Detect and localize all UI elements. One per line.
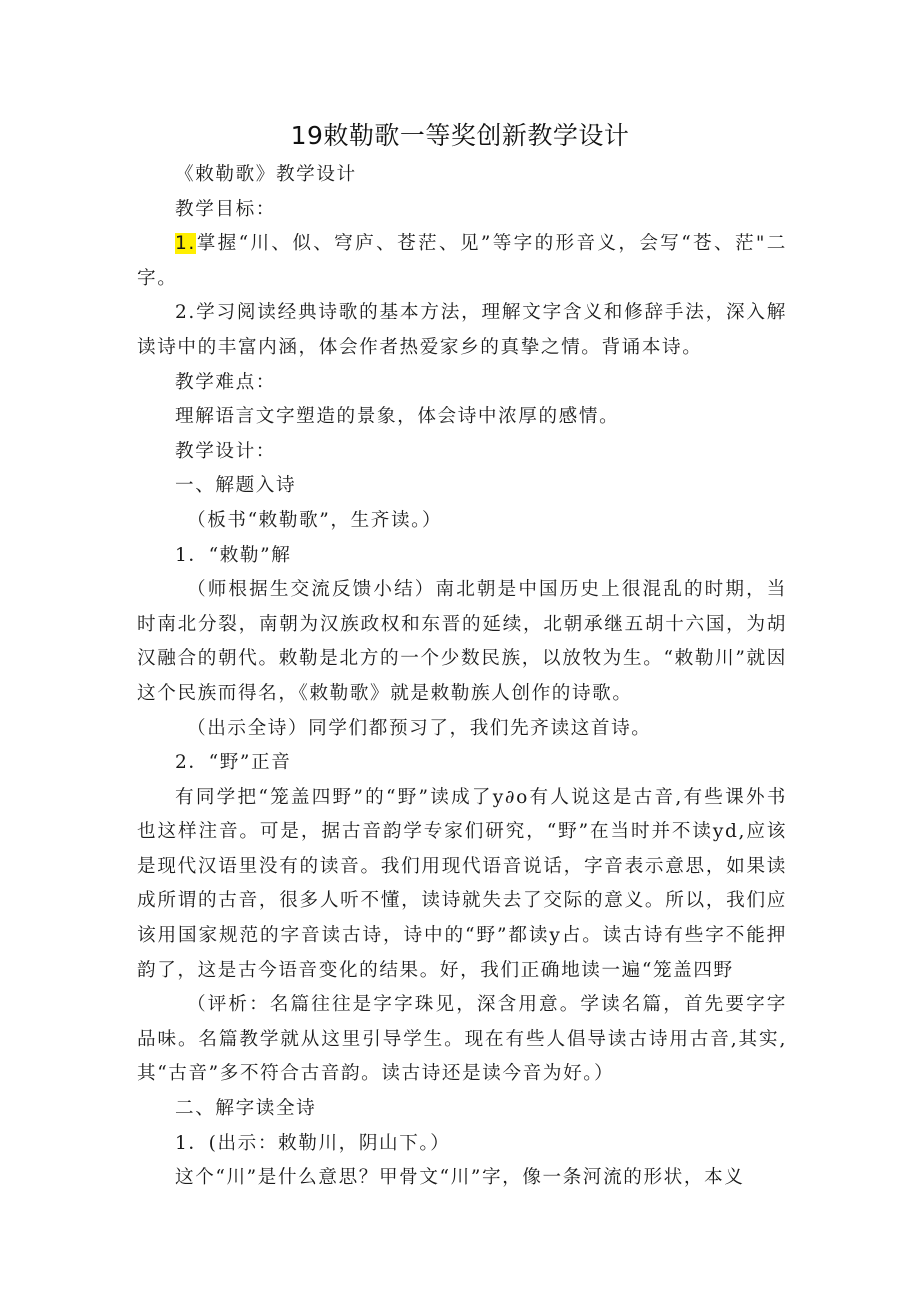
paragraph-chuan: 这个“川”是什么意思？甲骨文“川”字，像一条河流的形状，本义 [175,1167,745,1189]
paragraph-section-2: 二、解字读全诗 [175,1098,317,1120]
paragraph-item-3: 1．(出示：敕勒川，阴山下。） [175,1132,451,1154]
paragraph-history: （师根据生交流反馈小结）南北朝是中国历史上很混乱的时期，当时南北分裂，南朝为汉族政权和东晋的延续，北朝承继五胡十六国，为胡汉融合的朝代。敕勒是北方的一个少数民族，以放牧为生。“敕勒川”就因这个民族而得名，《敕勒歌》就是敕勒族人创作的诗歌。 [137,579,787,704]
highlighted-number: 1. [175,233,196,255]
paragraph-comment: （评析：名篇往往是字字珠见，深含用意。学读名篇，首先要字字品味。名篇教学就从这里引导学生。现在有些人倡导读古诗用古音,其实,其“古音”多不符合古音韵。读古诗还是读今音为好。） [137,994,787,1085]
paragraph-item-2: 2．“野”正音 [175,752,292,774]
paragraph-heading-design: 教学设计： [175,440,276,462]
paragraph-objective-1 [137,227,787,296]
paragraph-objective-2: 2.学习阅读经典诗歌的基本方法，理解文字含义和修辞手法，深入解读诗中的丰富内涵，体会作者热爱家乡的真挚之情。背诵本诗。 [137,302,787,358]
paragraph-section-1: 一、解题入诗 [175,475,297,497]
paragraph-heading-difficulty: 教学难点： [175,371,276,393]
document-body [137,158,787,1196]
document-title: 19敕勒歌一等奖创新教学设计 [290,121,630,150]
paragraph-pronunciation: 有同学把“笼盖四野”的“野”读成了y∂o有人说这是古音,有些课外书也这样注音。可是，据古音韵学专家们研究，“野”在当时并不读yd,应该是现代汉语里没有的读音。我们用现代语音说话，字音表示意思，如果读成所谓的古音，很多人听不懂，读诗就失去了交际的意义。所以，我们应该用国家规范的字音读古诗，诗中的“野”都读y占。读古诗有些字不能押韵了，这是古今语音变化的结果。好，我们正确地读一遍“笼盖四野 [137,786,787,981]
paragraph-board-note: （板书“敕勒歌”，生齐读。） [187,509,443,531]
paragraph-difficulty: 理解语言文字塑造的景象，体会诗中浓厚的感情。 [175,406,620,428]
paragraph-objective-1-text: 掌握“川、似、穹庐、苍茫、见”等字的形音义，会写“苍、茫"二字。 [137,233,787,289]
paragraph-show-poem: （出示全诗）同学们都预习了，我们先齐读这首诗。 [187,717,652,739]
paragraph-item-1: 1．“敕勒”解 [175,544,292,566]
paragraph-heading-objectives: 教学目标： [175,198,276,220]
paragraph-subtitle: 《敕勒歌》教学设计 [175,164,357,185]
